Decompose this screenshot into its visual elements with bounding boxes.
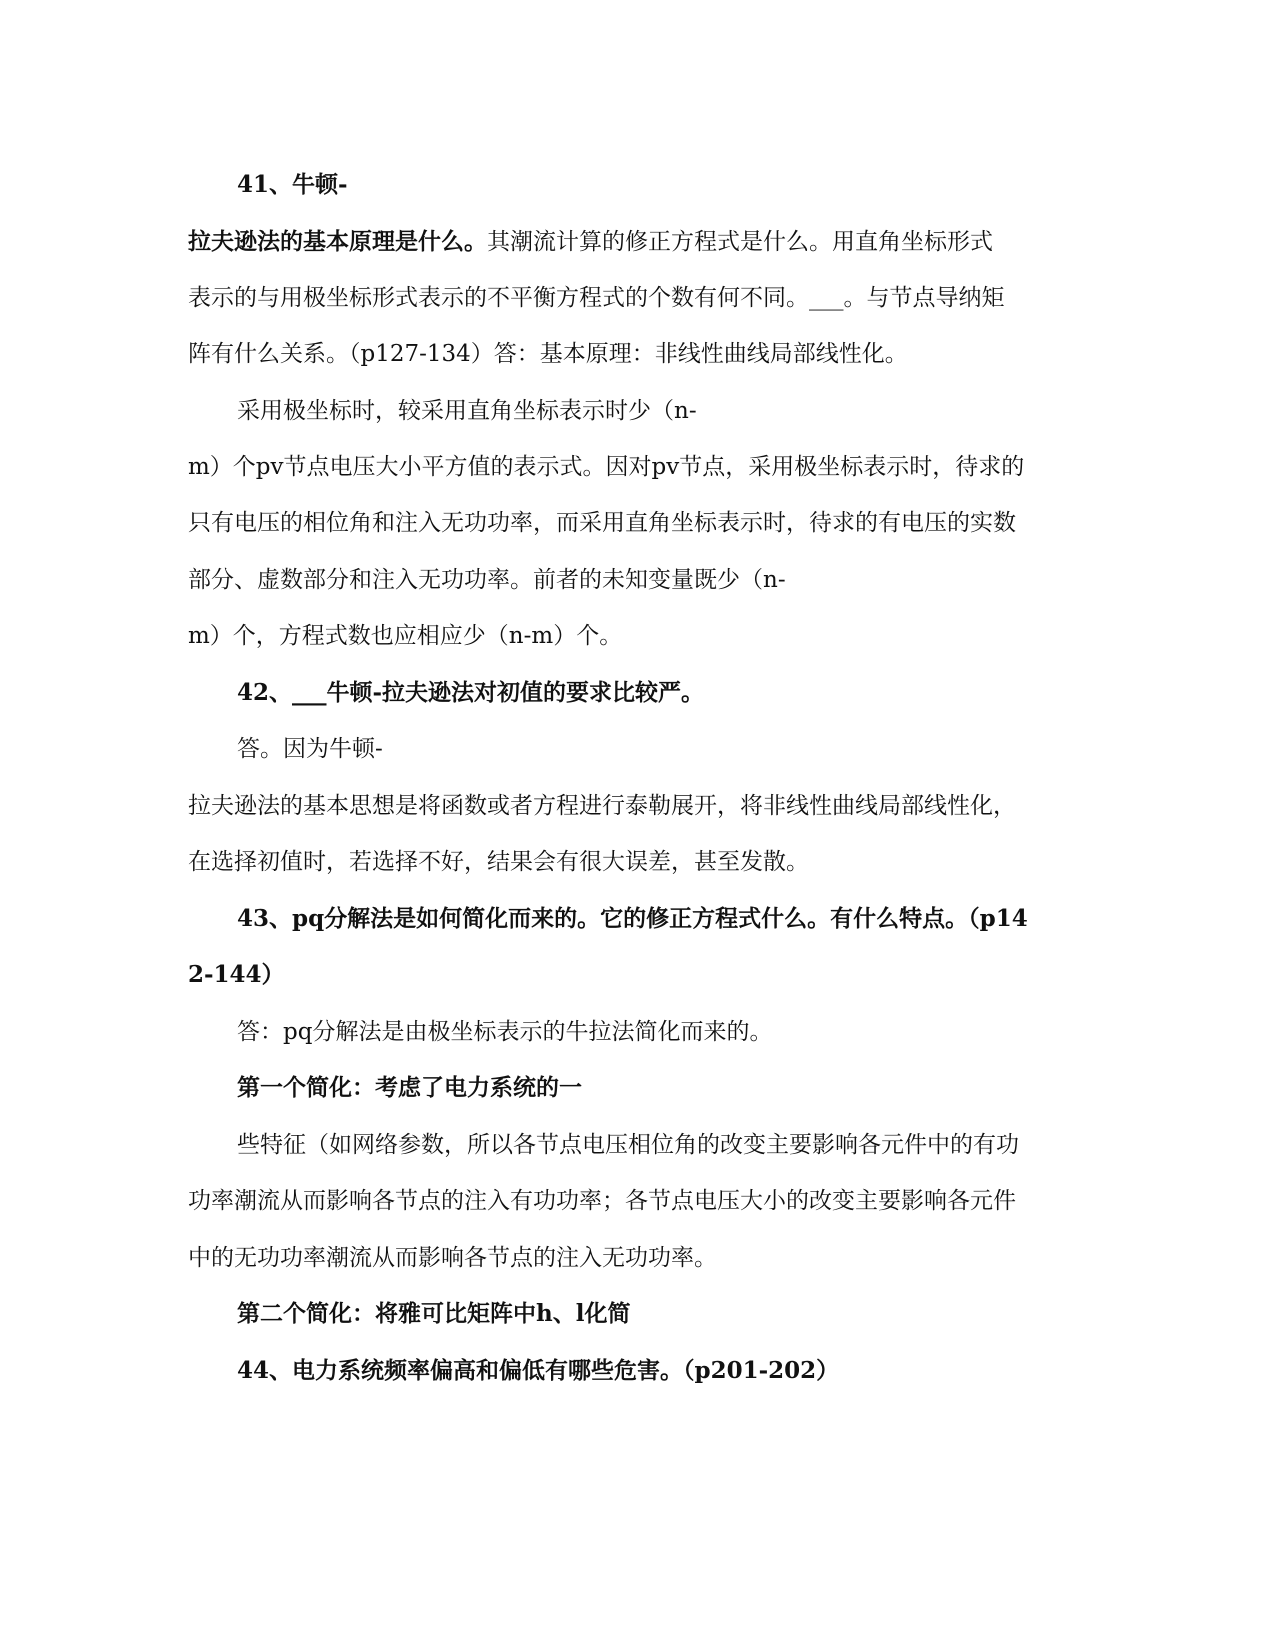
question-42-heading: 42、___牛顿-拉夫逊法对初值的要求比较严。 [237,679,705,706]
answer-41-line: 采用极坐标时，较采用直角坐标表示时少（n- [237,398,697,424]
answer-42-line: 拉夫逊法的基本思想是将函数或者方程进行泰勒展开，将非线性曲线局部线性化， [188,793,1016,819]
question-43-heading: 43、pq分解法是如何简化而来的。它的修正方程式什么。有什么特点。（p14 [237,905,1028,932]
answer-43-line: 中的无功功率潮流从而影响各节点的注入无功功率。 [188,1245,717,1271]
answer-41-line: m）个，方程式数也应相应少（n-m）个。 [188,623,623,649]
question-44-heading: 44、电力系统频率偏高和偏低有哪些危害。（p201-202） [237,1357,840,1384]
question-41-line: 表示的与用极坐标形式表示的不平衡方程式的个数有何不同。___。与节点导纳矩 [188,285,1005,311]
answer-43-line: 些特征（如网络参数，所以各节点电压相位角的改变主要影响各元件中的有功 [237,1132,1019,1158]
question-41-normal-part: 其潮流计算的修正方程式是什么。用直角坐标形式 [487,229,993,255]
answer-43-line: 功率潮流从而影响各节点的注入有功功率；各节点电压大小的改变主要影响各元件 [188,1188,1016,1214]
question-41-heading: 41、牛顿- [237,171,348,198]
second-simplification-heading: 第二个简化：将雅可比矩阵中h、l化简 [237,1300,631,1327]
answer-41-line: 只有电压的相位角和注入无功功率，而采用直角坐标表示时，待求的有电压的实数 [188,510,1016,536]
answer-43-line: 答：pq分解法是由极坐标表示的牛拉法简化而来的。 [237,1019,773,1045]
answer-41-line: m）个pv节点电压大小平方值的表示式。因对pv节点，采用极坐标表示时，待求的 [188,454,1025,480]
answer-42-line: 在选择初值时，若选择不好，结果会有很大误差，甚至发散。 [188,849,809,875]
answer-41-line: 阵有什么关系。（p127-134）答：基本原理：非线性曲线局部线性化。 [188,341,908,367]
question-43-heading-cont: 2-144） [188,961,285,988]
answer-41-line: 部分、虚数部分和注入无功功率。前者的未知变量既少（n- [188,567,786,593]
first-simplification-heading: 第一个简化：考虑了电力系统的一 [237,1074,582,1101]
answer-42-line: 答。因为牛顿- [237,736,383,762]
question-41-bold-part: 拉夫逊法的基本原理是什么。 [188,228,487,255]
question-41-line [188,227,993,257]
